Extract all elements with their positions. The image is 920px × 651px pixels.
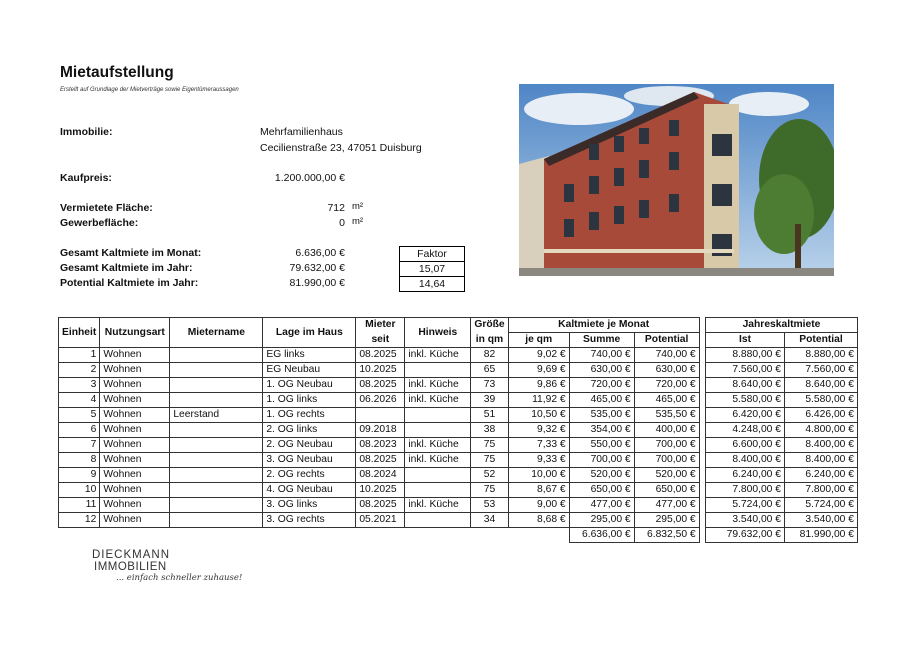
table-row <box>706 408 858 423</box>
kaltmiete-monat-value: 6.636,00 € <box>295 247 345 259</box>
cell-ist: 6.600,00 € <box>706 438 785 453</box>
total-jahres-potential: 81.990,00 € <box>785 528 858 543</box>
cell-groesse: 51 <box>471 408 508 423</box>
cell-je-qm: 8,67 € <box>508 483 569 498</box>
cell-mietername <box>170 423 263 438</box>
col-lage: Lage im Haus <box>263 318 356 348</box>
cell-jahres-potential: 8.640,00 € <box>785 378 858 393</box>
col-hinweis: Hinweis <box>405 318 471 348</box>
cell-mietername <box>170 438 263 453</box>
cell-potential: 720,00 € <box>634 378 699 393</box>
gewerbe-value: 0 <box>339 217 345 229</box>
cell-summe: 465,00 € <box>569 393 634 408</box>
cell-lage: 1. OG rechts <box>263 408 356 423</box>
kaltmiete-jahr-label: Gesamt Kaltmiete im Jahr: <box>60 262 193 274</box>
cell-je-qm: 9,86 € <box>508 378 569 393</box>
table-row <box>706 348 858 363</box>
cell-jahres-potential: 6.240,00 € <box>785 468 858 483</box>
col-mieter-seit-1: Mieter <box>356 318 405 333</box>
totals-row <box>59 528 700 543</box>
cell-jahres-potential: 6.426,00 € <box>785 408 858 423</box>
cell-nutzungsart: Wohnen <box>100 348 170 363</box>
cell-potential: 295,00 € <box>634 513 699 528</box>
cell-nutzungsart: Wohnen <box>100 513 170 528</box>
table-row <box>706 453 858 468</box>
table-row <box>59 348 700 363</box>
table-row <box>59 498 700 513</box>
cell-potential: 520,00 € <box>634 468 699 483</box>
logo-line1: DIECKMANN <box>92 549 171 561</box>
gewerbe-unit: m² <box>352 216 364 227</box>
col-nutzungsart: Nutzungsart <box>100 318 170 348</box>
cell-groesse: 75 <box>471 453 508 468</box>
cell-jahres-potential: 7.800,00 € <box>785 483 858 498</box>
yearly-table <box>705 317 858 543</box>
cell-jahres-potential: 8.880,00 € <box>785 348 858 363</box>
kaufpreis-value: 1.200.000,00 € <box>274 172 345 184</box>
cell-jahres-potential: 8.400,00 € <box>785 453 858 468</box>
cell-mietername <box>170 468 263 483</box>
cell-ist: 7.560,00 € <box>706 363 785 378</box>
cell-einheit: 10 <box>59 483 100 498</box>
cell-hinweis <box>405 468 471 483</box>
cell-lage: 4. OG Neubau <box>263 483 356 498</box>
table-row <box>59 378 700 393</box>
cell-groesse: 73 <box>471 378 508 393</box>
cell-mieter-seit: 08.2023 <box>356 438 405 453</box>
table-row <box>59 363 700 378</box>
potential-value: 81.990,00 € <box>289 277 345 289</box>
cell-ist: 7.800,00 € <box>706 483 785 498</box>
cell-mieter-seit: 08.2025 <box>356 453 405 468</box>
potential-label: Potential Kaltmiete im Jahr: <box>60 277 199 289</box>
cell-groesse: 65 <box>471 363 508 378</box>
kaltmiete-monat-label: Gesamt Kaltmiete im Monat: <box>60 247 202 259</box>
cell-hinweis: inkl. Küche <box>405 453 471 468</box>
cell-potential: 465,00 € <box>634 393 699 408</box>
cell-einheit: 7 <box>59 438 100 453</box>
cell-lage: 2. OG Neubau <box>263 438 356 453</box>
cell-ist: 6.240,00 € <box>706 468 785 483</box>
cell-mieter-seit <box>356 408 405 423</box>
total-ist: 79.632,00 € <box>706 528 785 543</box>
cell-summe: 630,00 € <box>569 363 634 378</box>
cell-lage: 3. OG Neubau <box>263 453 356 468</box>
cell-potential: 400,00 € <box>634 423 699 438</box>
cell-mietername: Leerstand <box>170 408 263 423</box>
immobilie-type: Mehrfamilienhaus <box>260 126 343 138</box>
col-je-qm: je qm <box>508 333 569 348</box>
faktor-header: Faktor <box>400 247 464 262</box>
cell-summe: 535,00 € <box>569 408 634 423</box>
cell-ist: 8.400,00 € <box>706 453 785 468</box>
cell-groesse: 75 <box>471 438 508 453</box>
table-row <box>59 423 700 438</box>
cell-lage: EG links <box>263 348 356 363</box>
cell-mieter-seit: 08.2024 <box>356 468 405 483</box>
cell-mieter-seit: 08.2025 <box>356 378 405 393</box>
cell-mietername <box>170 513 263 528</box>
cell-groesse: 38 <box>471 423 508 438</box>
cell-hinweis <box>405 423 471 438</box>
cell-mieter-seit: 10.2025 <box>356 483 405 498</box>
page-title: Mietaufstellung <box>60 64 174 81</box>
kaufpreis-label: Kaufpreis: <box>60 172 112 184</box>
cell-einheit: 1 <box>59 348 100 363</box>
table-row <box>706 363 858 378</box>
cell-einheit: 8 <box>59 453 100 468</box>
table-row <box>706 513 858 528</box>
cell-nutzungsart: Wohnen <box>100 498 170 513</box>
cell-mieter-seit: 05.2021 <box>356 513 405 528</box>
cell-je-qm: 7,33 € <box>508 438 569 453</box>
cell-je-qm: 9,02 € <box>508 348 569 363</box>
cell-nutzungsart: Wohnen <box>100 378 170 393</box>
col-jahres-potential: Potential <box>785 333 858 348</box>
cell-potential: 700,00 € <box>634 438 699 453</box>
col-ist: Ist <box>706 333 785 348</box>
cell-ist: 6.420,00 € <box>706 408 785 423</box>
cell-nutzungsart: Wohnen <box>100 363 170 378</box>
cell-summe: 295,00 € <box>569 513 634 528</box>
col-potential: Potential <box>634 333 699 348</box>
col-kaltmiete-group: Kaltmiete je Monat <box>508 318 699 333</box>
cell-je-qm: 11,92 € <box>508 393 569 408</box>
cell-jahres-potential: 4.800,00 € <box>785 423 858 438</box>
cell-ist: 3.540,00 € <box>706 513 785 528</box>
cell-groesse: 53 <box>471 498 508 513</box>
faktor-potential: 14,64 <box>418 278 446 290</box>
col-groesse-2: in qm <box>471 333 508 348</box>
cell-lage: 2. OG rechts <box>263 468 356 483</box>
cell-mietername <box>170 393 263 408</box>
col-summe: Summe <box>569 333 634 348</box>
faktor-ist: 15,07 <box>400 262 464 277</box>
cell-mietername <box>170 378 263 393</box>
cell-jahres-potential: 8.400,00 € <box>785 438 858 453</box>
gewerbe-label: Gewerbefläche: <box>60 217 139 229</box>
cell-lage: 2. OG links <box>263 423 356 438</box>
cell-ist: 5.724,00 € <box>706 498 785 513</box>
cell-hinweis <box>405 363 471 378</box>
cell-hinweis: inkl. Küche <box>405 498 471 513</box>
cell-je-qm: 10,50 € <box>508 408 569 423</box>
cell-je-qm: 8,68 € <box>508 513 569 528</box>
logo-line2: IMMOBILIEN <box>94 561 167 573</box>
table-row <box>706 378 858 393</box>
cell-potential: 700,00 € <box>634 453 699 468</box>
cell-jahres-potential: 7.560,00 € <box>785 363 858 378</box>
cell-summe: 477,00 € <box>569 498 634 513</box>
cell-einheit: 9 <box>59 468 100 483</box>
cell-ist: 8.640,00 € <box>706 378 785 393</box>
company-logo <box>92 549 242 583</box>
cell-mietername <box>170 483 263 498</box>
logo-slogan: ... einfach schneller zuhause! <box>116 573 243 583</box>
cell-jahres-potential: 5.724,00 € <box>785 498 858 513</box>
cell-hinweis <box>405 513 471 528</box>
cell-ist: 5.580,00 € <box>706 393 785 408</box>
flaeche-label: Vermietete Fläche: <box>60 202 153 214</box>
col-groesse-1: Größe <box>471 318 508 333</box>
cell-hinweis <box>405 483 471 498</box>
table-row <box>59 468 700 483</box>
cell-mietername <box>170 498 263 513</box>
table-row <box>706 498 858 513</box>
total-summe: 6.636,00 € <box>569 528 634 543</box>
building-photo <box>519 84 834 276</box>
cell-mieter-seit: 08.2025 <box>356 348 405 363</box>
cell-groesse: 34 <box>471 513 508 528</box>
cell-einheit: 5 <box>59 408 100 423</box>
faktor-box <box>399 246 465 292</box>
cell-nutzungsart: Wohnen <box>100 438 170 453</box>
table-row <box>59 513 700 528</box>
cell-potential: 535,50 € <box>634 408 699 423</box>
flaeche-value: 712 <box>327 202 345 214</box>
cell-nutzungsart: Wohnen <box>100 468 170 483</box>
cell-potential: 650,00 € <box>634 483 699 498</box>
col-einheit: Einheit <box>59 318 100 348</box>
immobilie-label: Immobilie: <box>60 126 113 138</box>
cell-mietername <box>170 363 263 378</box>
table-row <box>59 453 700 468</box>
cell-potential: 740,00 € <box>634 348 699 363</box>
cell-hinweis: inkl. Küche <box>405 438 471 453</box>
total-potential: 6.832,50 € <box>634 528 699 543</box>
immobilie-address: Cecilienstraße 23, 47051 Duisburg <box>260 142 422 154</box>
cell-summe: 700,00 € <box>569 453 634 468</box>
cell-lage: EG Neubau <box>263 363 356 378</box>
cell-groesse: 82 <box>471 348 508 363</box>
cell-lage: 1. OG links <box>263 393 356 408</box>
cell-einheit: 2 <box>59 363 100 378</box>
cell-mieter-seit: 10.2025 <box>356 363 405 378</box>
cell-je-qm: 9,00 € <box>508 498 569 513</box>
cell-summe: 550,00 € <box>569 438 634 453</box>
cell-hinweis: inkl. Küche <box>405 348 471 363</box>
cell-je-qm: 9,69 € <box>508 363 569 378</box>
table-row <box>59 393 700 408</box>
cell-mieter-seit: 09.2018 <box>356 423 405 438</box>
cell-mieter-seit: 06.2026 <box>356 393 405 408</box>
cell-einheit: 4 <box>59 393 100 408</box>
cell-hinweis <box>405 408 471 423</box>
totals-spacer <box>59 528 570 543</box>
cell-summe: 520,00 € <box>569 468 634 483</box>
cell-potential: 477,00 € <box>634 498 699 513</box>
cell-mietername <box>170 453 263 468</box>
cell-lage: 3. OG links <box>263 498 356 513</box>
cell-summe: 354,00 € <box>569 423 634 438</box>
cell-einheit: 12 <box>59 513 100 528</box>
col-mieter-seit-2: seit <box>356 333 405 348</box>
cell-mieter-seit: 08.2025 <box>356 498 405 513</box>
table-row <box>706 393 858 408</box>
totals-row <box>706 528 858 543</box>
cell-hinweis: inkl. Küche <box>405 378 471 393</box>
col-mietername: Mietername <box>170 318 263 348</box>
cell-hinweis: inkl. Küche <box>405 393 471 408</box>
cell-lage: 1. OG Neubau <box>263 378 356 393</box>
cell-summe: 740,00 € <box>569 348 634 363</box>
cell-einheit: 3 <box>59 378 100 393</box>
cell-nutzungsart: Wohnen <box>100 483 170 498</box>
cell-summe: 720,00 € <box>569 378 634 393</box>
kaltmiete-jahr-value: 79.632,00 € <box>289 262 345 274</box>
cell-je-qm: 9,32 € <box>508 423 569 438</box>
col-jahres-group: Jahreskaltmiete <box>706 318 858 333</box>
cell-ist: 4.248,00 € <box>706 423 785 438</box>
cell-nutzungsart: Wohnen <box>100 408 170 423</box>
cell-einheit: 6 <box>59 423 100 438</box>
table-row <box>59 483 700 498</box>
table-row <box>59 438 700 453</box>
table-row <box>706 483 858 498</box>
table-row <box>706 423 858 438</box>
cell-nutzungsart: Wohnen <box>100 453 170 468</box>
cell-nutzungsart: Wohnen <box>100 423 170 438</box>
table-row <box>59 408 700 423</box>
cell-einheit: 11 <box>59 498 100 513</box>
cell-mietername <box>170 348 263 363</box>
cell-groesse: 39 <box>471 393 508 408</box>
page-subtitle: Erstellt auf Grundlage der Mietverträge sowie Eigentümeraussagen <box>60 87 239 93</box>
cell-jahres-potential: 3.540,00 € <box>785 513 858 528</box>
cell-groesse: 75 <box>471 483 508 498</box>
flaeche-unit: m² <box>352 201 364 212</box>
cell-lage: 3. OG rechts <box>263 513 356 528</box>
cell-potential: 630,00 € <box>634 363 699 378</box>
cell-je-qm: 9,33 € <box>508 453 569 468</box>
building-photo-icon <box>519 84 834 276</box>
cell-ist: 8.880,00 € <box>706 348 785 363</box>
rent-table <box>58 317 700 543</box>
table-row <box>706 438 858 453</box>
cell-je-qm: 10,00 € <box>508 468 569 483</box>
cell-groesse: 52 <box>471 468 508 483</box>
cell-summe: 650,00 € <box>569 483 634 498</box>
cell-jahres-potential: 5.580,00 € <box>785 393 858 408</box>
cell-nutzungsart: Wohnen <box>100 393 170 408</box>
table-row <box>706 468 858 483</box>
